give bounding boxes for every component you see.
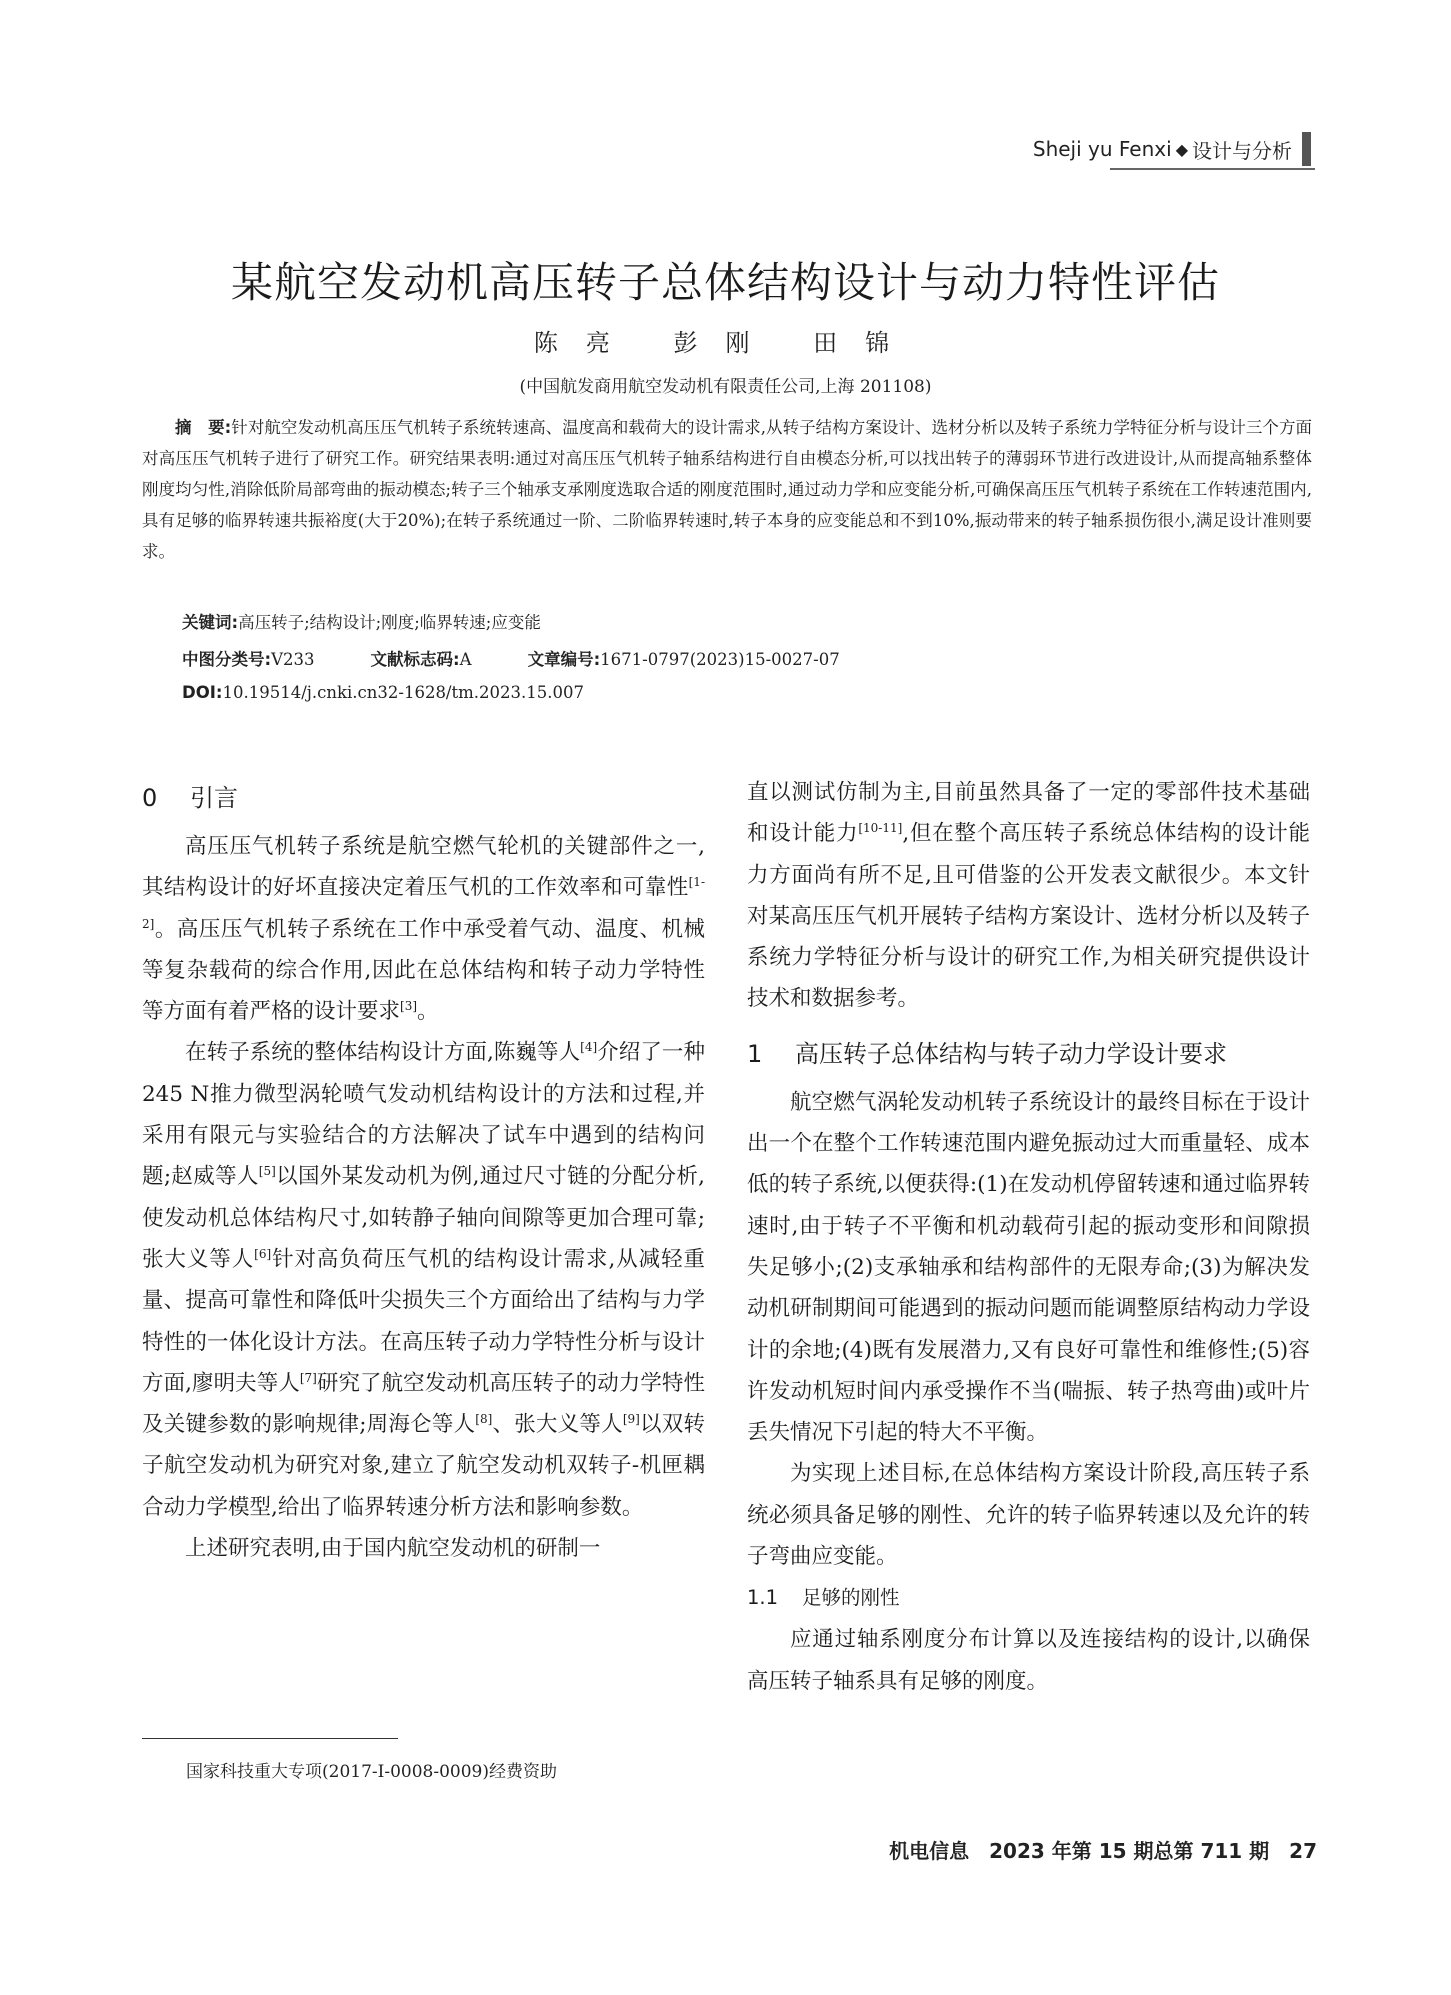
clc-value: V233 xyxy=(271,650,315,669)
abstract-label: 摘 要: xyxy=(175,418,232,437)
citation: [9] xyxy=(622,1412,640,1426)
section-1-number: 1 xyxy=(747,1039,763,1068)
intro-paragraph-3-continued: 直以测试仿制为主,目前虽然具备了一定的零部件技术基础和设计能力[10-11],但在整个高压转子系统总体结构的设计能力方面尚有所不足,且可借鉴的公开发表文献很少。本文针对某高压压气机开展转子结构方案设计、选材分析以及转子系统力学特征分析与设计的研究工作,为相关研究提供设计技术和数据参考。 xyxy=(747,780,1310,1012)
section-name: 设计与分析 xyxy=(1192,138,1292,163)
article-number-label: 文章编号: xyxy=(527,650,601,669)
diamond-icon: ◆ xyxy=(1175,139,1188,159)
section-1-1-heading xyxy=(747,1577,1310,1619)
keywords xyxy=(182,609,541,633)
section-0-heading xyxy=(142,770,705,826)
section-1-1-number: 1.1 xyxy=(747,1586,779,1610)
section-1-paragraph-2: 为实现上述目标,在总体结构方案设计阶段,高压转子系统必须具备足够的刚性、允许的转子临界转速以及允许的转子弯曲应变能。 xyxy=(747,1461,1310,1570)
right-column xyxy=(747,772,1310,1702)
left-column xyxy=(142,770,705,1569)
section-1-title: 高压转子总体结构与转子动力学设计要求 xyxy=(795,1039,1227,1068)
page-footer: 机电信息 2023 年第 15 期总第 711 期 27 xyxy=(889,1839,1317,1863)
article-number-value: 1671-0797(2023)15-0027-07 xyxy=(600,650,840,669)
citation: [4] xyxy=(580,1040,598,1055)
section-1-heading xyxy=(747,1026,1310,1082)
affiliation: (中国航发商用航空发动机有限责任公司,上海 201108) xyxy=(519,377,932,397)
intro-paragraph-3: 上述研究表明,由于国内航空发动机的研制一 xyxy=(185,1536,601,1562)
keywords-label: 关键词: xyxy=(182,613,239,632)
clc-label: 中图分类号: xyxy=(182,650,272,669)
section-1-1-title: 足够的刚性 xyxy=(802,1586,900,1610)
keywords-text: 高压转子;结构设计;刚度;临界转速;应变能 xyxy=(238,613,541,632)
running-header xyxy=(1033,131,1311,167)
section-0-title: 引言 xyxy=(190,784,238,812)
abstract xyxy=(142,412,1312,567)
paper-authors: 陈亮 彭刚 田锦 xyxy=(533,329,918,357)
doi-label: DOI: xyxy=(182,683,223,702)
citation: [10-11] xyxy=(858,821,903,836)
footnote-rule xyxy=(142,1738,398,1739)
citation: [6] xyxy=(254,1246,272,1261)
abstract-paragraph xyxy=(142,412,1312,567)
section-0-number: 0 xyxy=(142,784,158,812)
citation: [1-2] xyxy=(142,875,705,931)
intro-paragraph-1: 高压压气机转子系统是航空燃气轮机的关键部件之一,其结构设计的好坏直接决定着压气机的工作效率和可靠性[1-2]。高压压气机转子系统在工作中承受着气动、温度、机械等复杂载荷的综合作用,因此在总体结构和转子动力学特性等方面有着严格的设计要求[3]。 xyxy=(142,834,705,1025)
header-bar-decoration xyxy=(1302,132,1311,166)
doi-value: 10.19514/j.cnki.cn32-1628/tm.2023.15.007 xyxy=(222,683,584,702)
journal-pinyin: Sheji yu Fenxi xyxy=(1032,137,1172,161)
section-1-paragraph-1: 航空燃气涡轮发动机转子系统设计的最终目标在于设计出一个在整个工作转速范围内避免振动过大而重量轻、成本低的转子系统,以便获得:(1)在发动机停留转速和通过临界转速时,由于转子不平衡和机动载荷引起的振动变形和间隙损失足够小;(2)支承轴承和结构部件的无限寿命;(3)为解决发动机研制期间可能遇到的振动问题而能调整原结构动力学设计的余地;(4)既有发展潜力,又有良好可靠性和维修性;(5)容许发动机短时间内承受操作不当(喘振、转子热弯曲)或叶片丢失情况下引起的特大不平衡。 xyxy=(747,1089,1310,1446)
header-rule xyxy=(1110,168,1315,170)
citation: [7] xyxy=(299,1370,317,1385)
doc-code-label: 文献标志码: xyxy=(370,650,460,669)
doc-code-value: A xyxy=(459,650,472,669)
citation: [5] xyxy=(258,1164,276,1179)
citation: [3] xyxy=(400,999,418,1014)
classification-line xyxy=(182,646,840,670)
funding-footnote: 国家科技重大专项(2017-Ⅰ-0008-0009)经费资助 xyxy=(186,1762,558,1782)
intro-paragraph-2: 在转子系统的整体结构设计方面,陈巍等人[4]介绍了一种245 N推力微型涡轮喷气发动机结构设计的方法和过程,并采用有限元与实验结合的方法解决了试车中遇到的结构问题;赵威等人[5]以国外某发动机为例,通过尺寸链的分配分析,使发动机总体结构尺寸,如转静子轴向间隙等更加合理可靠;张大义等人[6]针对高负荷压气机的结构设计需求,从减轻重量、提高可靠性和降低叶尖损失三个方面给出了结构与力学特性的一体化设计方法。在高压转子动力学特性分析与设计方面,廖明夫等人[7]研究了航空发动机高压转子的动力学特性及关键参数的影响规律;周海仑等人[8]、张大义等人[9]以双转子航空发动机为研究对象,建立了航空发动机双转子-机匣耦合动力学模型,给出了临界转速分析方法和影响参数。 xyxy=(142,1040,705,1520)
citation: [8] xyxy=(475,1412,493,1426)
section-1-1-paragraph-1: 应通过轴系刚度分布计算以及连接结构的设计,以确保高压转子轴系具有足够的刚度。 xyxy=(747,1627,1310,1694)
paper-title: 某航空发动机高压转子总体结构设计与动力特性评估 xyxy=(230,258,1220,307)
abstract-text: 针对航空发动机高压压气机转子系统转速高、温度高和载荷大的设计需求,从转子结构方案设计、选材分析以及转子系统力学特征分析与设计三个方面对高压压气机转子进行了研究工作。研究结果表明:通过对高压压气机转子轴系结构进行自由模态分析,可以找出转子的薄弱环节进行改进设计,从而提高轴系整体刚度均匀性,消除低阶局部弯曲的振动模态;转子三个轴承支承刚度选取合适的刚度范围时,通过动力学和应变能分析,可确保高压压气机转子系统在工作转速范围内,具有足够的临界转速共振裕度(大于20%);在转子系统通过一阶、二阶临界转速时,转子本身的应变能总和不到10%,振动带来的转子轴系损伤很小,满足设计准则要求。 xyxy=(142,418,1312,561)
doi-line xyxy=(182,683,584,702)
